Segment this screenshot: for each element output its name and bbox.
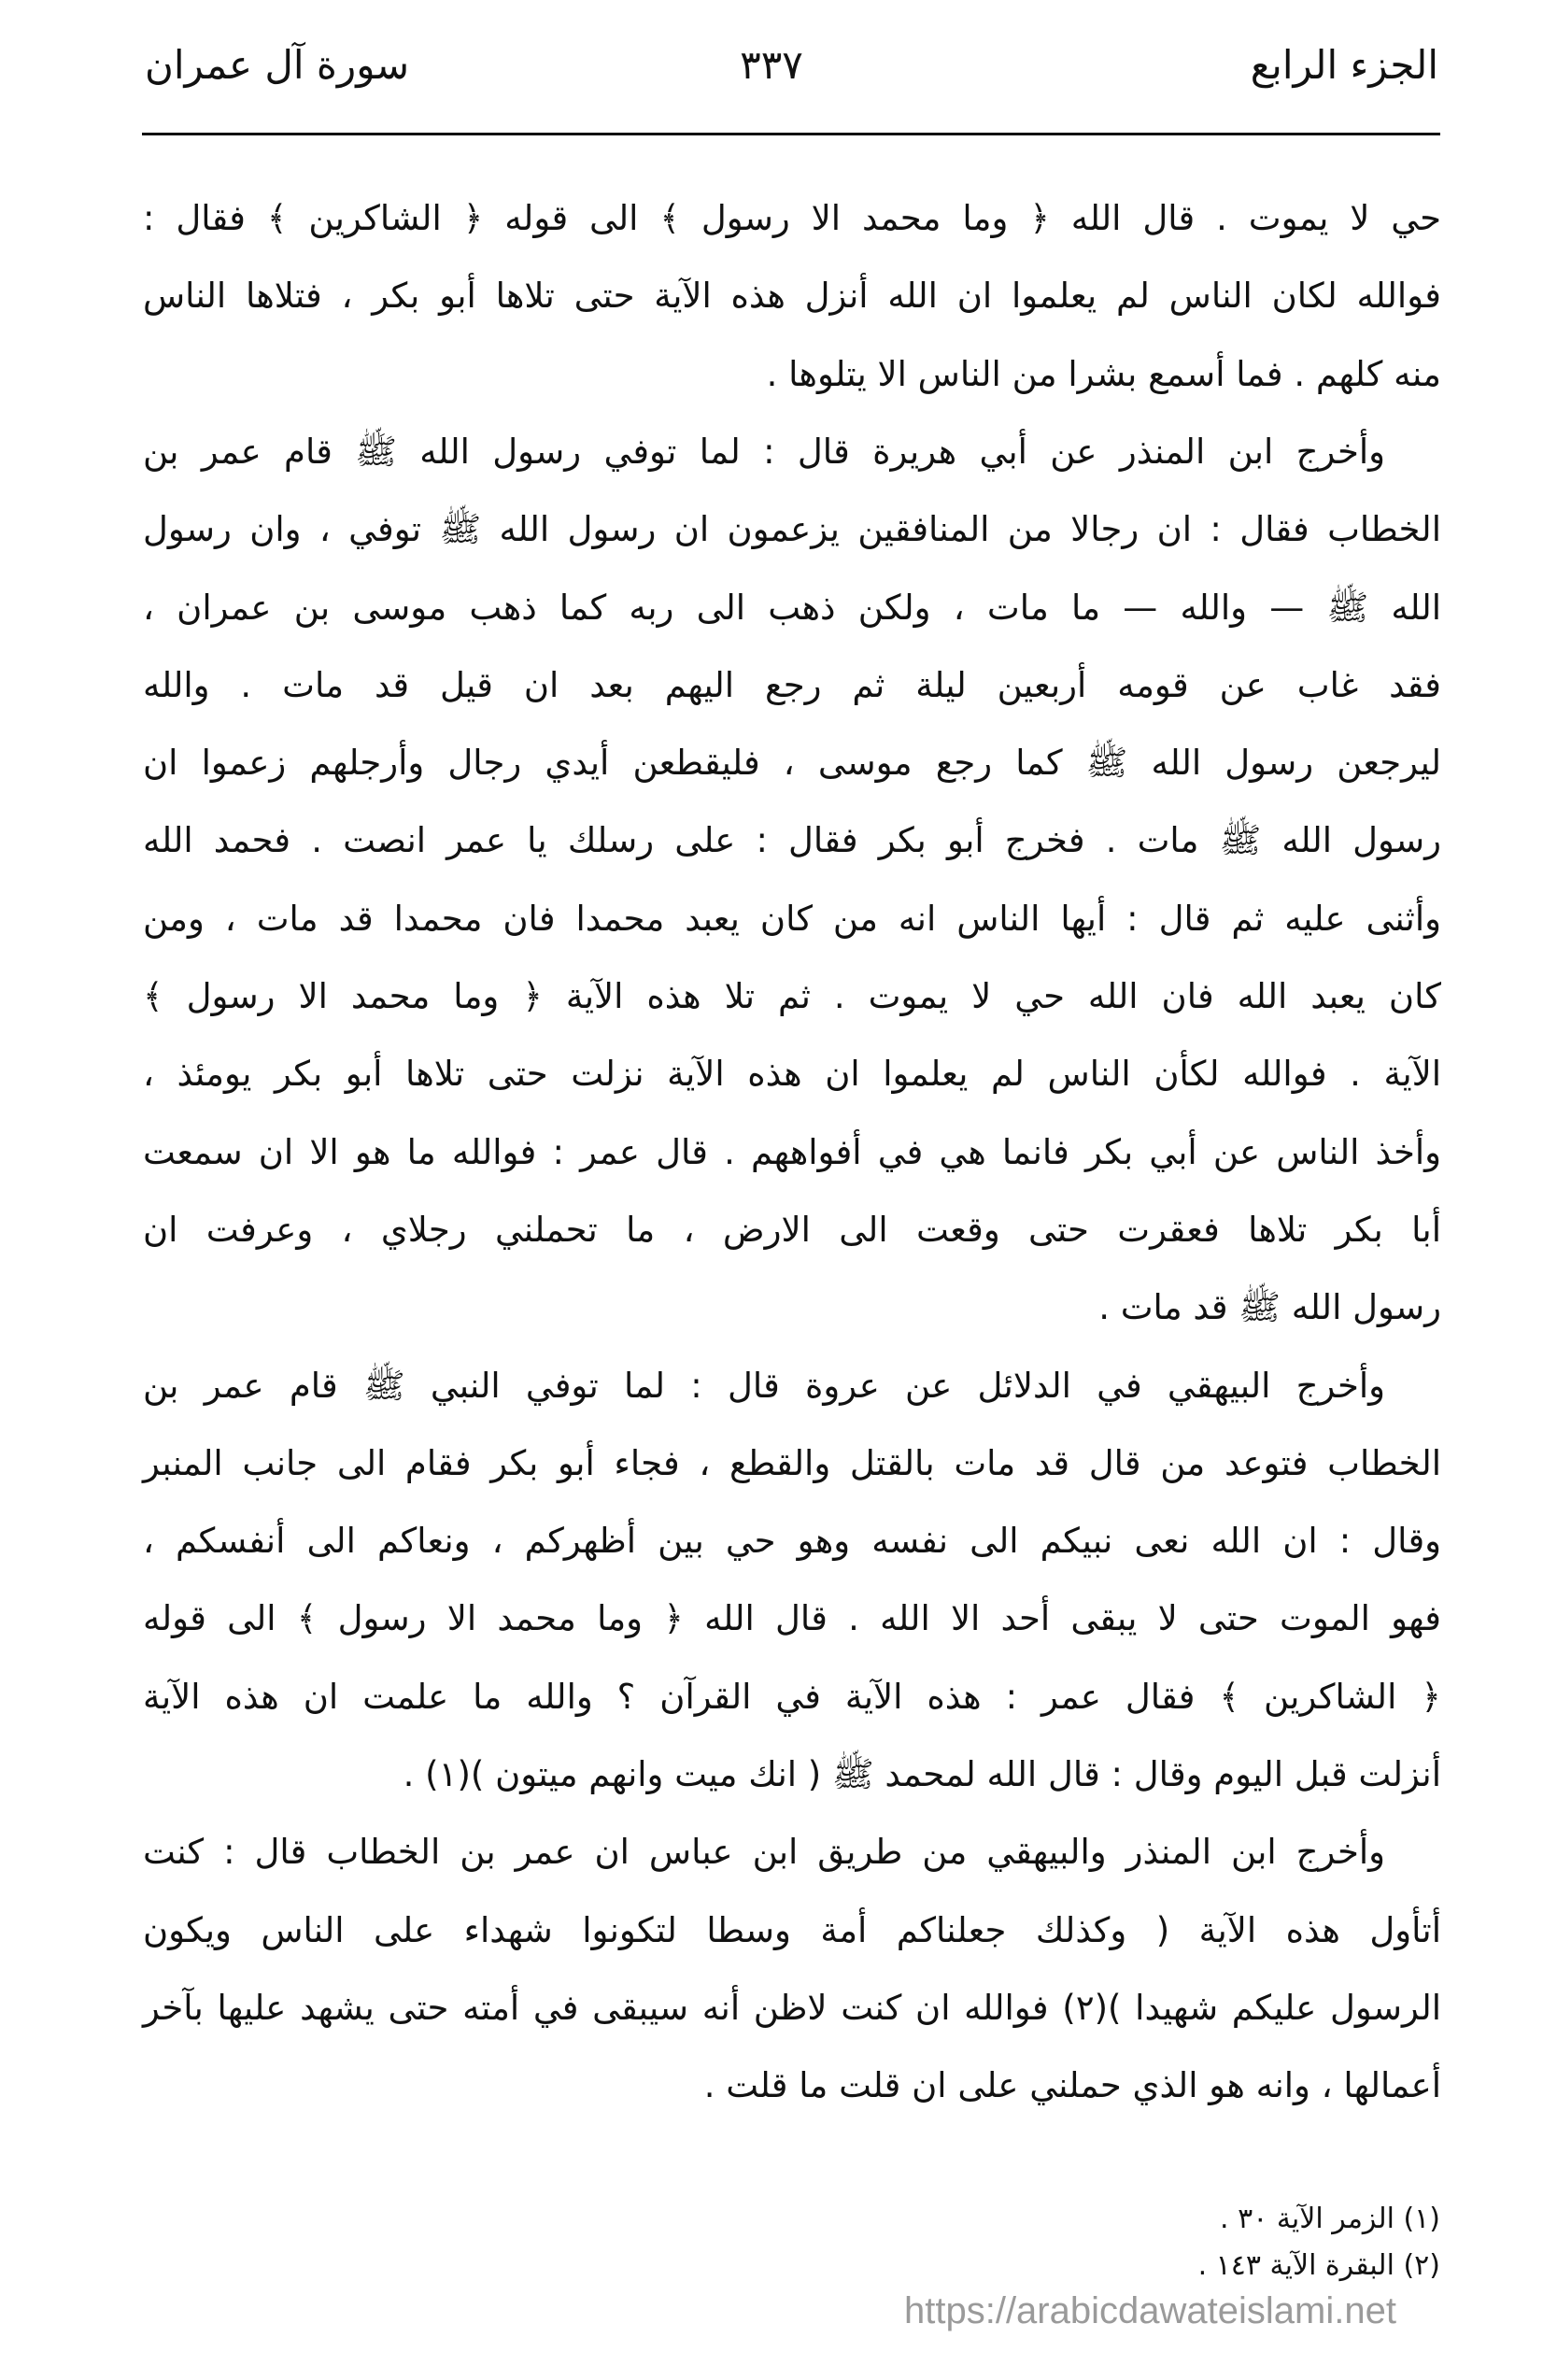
text-line: أنزلت قبل اليوم وقال : قال الله لمحمد ﷺ ( انك ميت وانهم ميتون )(١) . [403,1754,1441,1794]
text-line: أتأول هذه الآية ( وكذلك جعلناكم أمة وسطا لتكونوا شهداء على الناس ويكون [143,1909,1441,1950]
text-line: الله ﷺ — والله — ما مات ، ولكن ذهب الى ربه كما ذهب موسى بن عمران ، [143,587,1441,628]
text-line: وأخرج ابن المنذر عن أبي هريرة قال : لما توفي رسول الله ﷺ قام عمر بن [143,431,1385,472]
text-line: أبا بكر تلاها فعقرت حتى وقعت الى الارض ، ما تحملني رجلاي ، وعرفت ان [143,1209,1441,1250]
running-header-surah: سورة آل عمران [145,42,410,88]
text-line: رسول الله ﷺ قد مات . [1098,1287,1441,1328]
text-line: ليرجعن رسول الله ﷺ كما رجع موسى ، فليقطعن أيدي رجال وأرجلهم زعموا ان [143,743,1441,784]
running-header-part: الجزء الرابع [1250,42,1438,88]
text-line: منه كلهم . فما أسمع بشرا من الناس الا يتلوها . [766,353,1441,394]
text-line: فقد غاب عن قومه أربعين ليلة ثم رجع اليهم بعد ان قيل قد مات . والله [143,664,1441,705]
watermark: https://arabicdawateislami.net [904,2290,1396,2331]
page-number: ٣٣٧ [740,42,803,88]
text-line: ﴿ الشاكرين ﴾ فقال عمر : هذه الآية في القرآن ؟ والله ما علمت ان هذه الآية [143,1676,1441,1717]
text-line: فهو الموت حتى لا يبقى أحد الا الله . قال الله ﴿ وما محمد الا رسول ﴾ الى قوله [143,1598,1441,1639]
text-line: وأخرج ابن المنذر والبيهقي من طريق ابن عباس ان عمر بن الخطاب قال : كنت [143,1832,1385,1873]
text-line: وقال : ان الله نعى نبيكم الى نفسه وهو حي بين أظهركم ، ونعاكم الى أنفسكم ، [143,1521,1441,1562]
text-line: فوالله لكان الناس لم يعلموا ان الله أنزل هذه الآية حتى تلاها أبو بكر ، فتلاها الناس [143,276,1441,317]
footnote-1: (١) الزمر الآية ٣٠ . [1220,2203,1440,2235]
text-line: وأخذ الناس عن أبي بكر فانما هي في أفواههم . قال عمر : فوالله ما هو الا ان سمعت [143,1131,1441,1172]
text-line: رسول الله ﷺ مات . فخرج أبو بكر فقال : على رسلك يا عمر انصت . فحمد الله [143,820,1441,861]
text-line: حي لا يموت . قال الله ﴿ وما محمد الا رسول ﴾ الى قوله ﴿ الشاكرين ﴾ فقال : [143,198,1441,238]
text-line: الرسول عليكم شهيدا )(٢) فوالله ان كنت لاظن أنه سيبقى في أمته حتى يشهد عليها بآخر [143,1987,1441,2028]
footnote-2: (٢) البقرة الآية ١٤٣ . [1197,2249,1440,2282]
header-rule [142,133,1440,135]
text-line: الآية . فوالله لكأن الناس لم يعلموا ان هذه الآية نزلت حتى تلاها أبو بكر يومئذ ، [143,1054,1441,1095]
text-line: أعمالها ، وانه هو الذي حملني على ان قلت ما قلت . [703,2065,1441,2106]
text-line: الخطاب فقال : ان رجالا من المنافقين يزعمون ان رسول الله ﷺ توفي ، وان رسول [143,509,1441,550]
text-line: وأثنى عليه ثم قال : أيها الناس انه من كان يعبد محمدا فان محمدا قد مات ، ومن [143,898,1441,939]
text-line: وأخرج البيهقي في الدلائل عن عروة قال : لما توفي النبي ﷺ قام عمر بن [143,1365,1385,1406]
text-line: كان يعبد الله فان الله حي لا يموت . ثم تلا هذه الآية ﴿ وما محمد الا رسول ﴾ [143,976,1441,1016]
text-line: الخطاب فتوعد من قال قد مات بالقتل والقطع ، فجاء أبو بكر فقام الى جانب المنبر [143,1442,1441,1483]
